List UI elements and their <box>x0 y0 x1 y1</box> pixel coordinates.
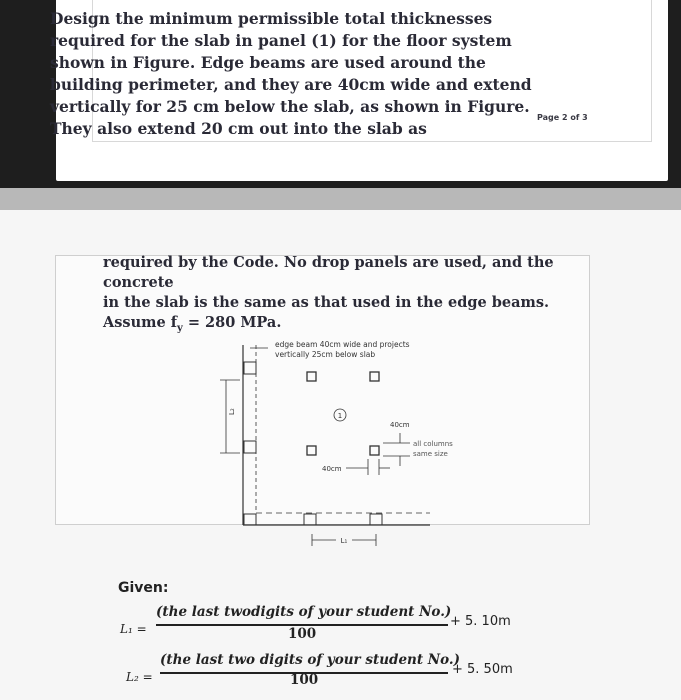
problem-statement-part2 <box>103 253 583 339</box>
eq1-numerator: (the last twodigits of your student No.) <box>156 604 452 620</box>
edge-beam-note-1: edge beam 40cm wide and projects <box>275 340 410 349</box>
l2-label: L₂ <box>228 408 236 415</box>
eq2-numerator: (the last two digits of your student No.) <box>160 652 460 668</box>
columns-note-1: all columns <box>413 440 453 448</box>
eq2-lhs: L₂ = <box>126 670 153 684</box>
columns-note-2: same size <box>413 450 448 458</box>
assume-fy-text: Assume f <box>103 314 177 331</box>
edge-column-top <box>244 362 256 374</box>
page-separator <box>0 188 681 210</box>
equation-l2 <box>118 650 538 695</box>
statement-line-2: in the slab is the same as that used in the edge beams. <box>103 294 550 311</box>
corner-column <box>244 514 256 525</box>
statement-line-1: required by the Code. No drop panels are used, and the concrete <box>103 254 554 291</box>
interior-column-4 <box>370 446 379 455</box>
interior-column-2 <box>370 372 379 381</box>
equation-l1 <box>118 600 538 645</box>
edge-column-bottom-2 <box>370 514 382 525</box>
interior-column-3 <box>307 446 316 455</box>
dim-40cm-bottom: 40cm <box>322 465 342 473</box>
eq1-lhs: L₁ = <box>120 622 147 636</box>
dim-40cm-top: 40cm <box>390 421 410 429</box>
edge-column-bottom-1 <box>304 514 316 525</box>
l1-label: L₁ <box>340 537 348 545</box>
fy-subscript: y <box>176 322 183 334</box>
page-number-label: Page 2 of 3 <box>537 113 588 122</box>
given-heading: Given: <box>118 580 169 596</box>
edge-column-middle <box>244 441 256 453</box>
eq2-denominator: 100 <box>290 672 319 688</box>
eq1-denominator: 100 <box>288 626 317 642</box>
panel-number: 1 <box>337 412 343 420</box>
problem-statement-part1: Design the minimum permissible total thicknesses required for the slab in panel (1) for the floor system shown in Figure. Edge beams are used around the building perimeter, and they are 40cm wide and extend vertically for 25 cm below the slab, as shown in Figure. They also extend 20 cm out into the slab as <box>50 9 532 138</box>
fy-value: = 280 MPa. <box>182 314 282 331</box>
eq2-tail: + 5. 50m <box>452 662 513 677</box>
edge-beam-note-2: vertically 25cm below slab <box>275 350 376 359</box>
interior-column-1 <box>307 372 316 381</box>
floor-plan-diagram <box>200 335 460 565</box>
eq1-tail: + 5. 10m <box>450 614 511 629</box>
